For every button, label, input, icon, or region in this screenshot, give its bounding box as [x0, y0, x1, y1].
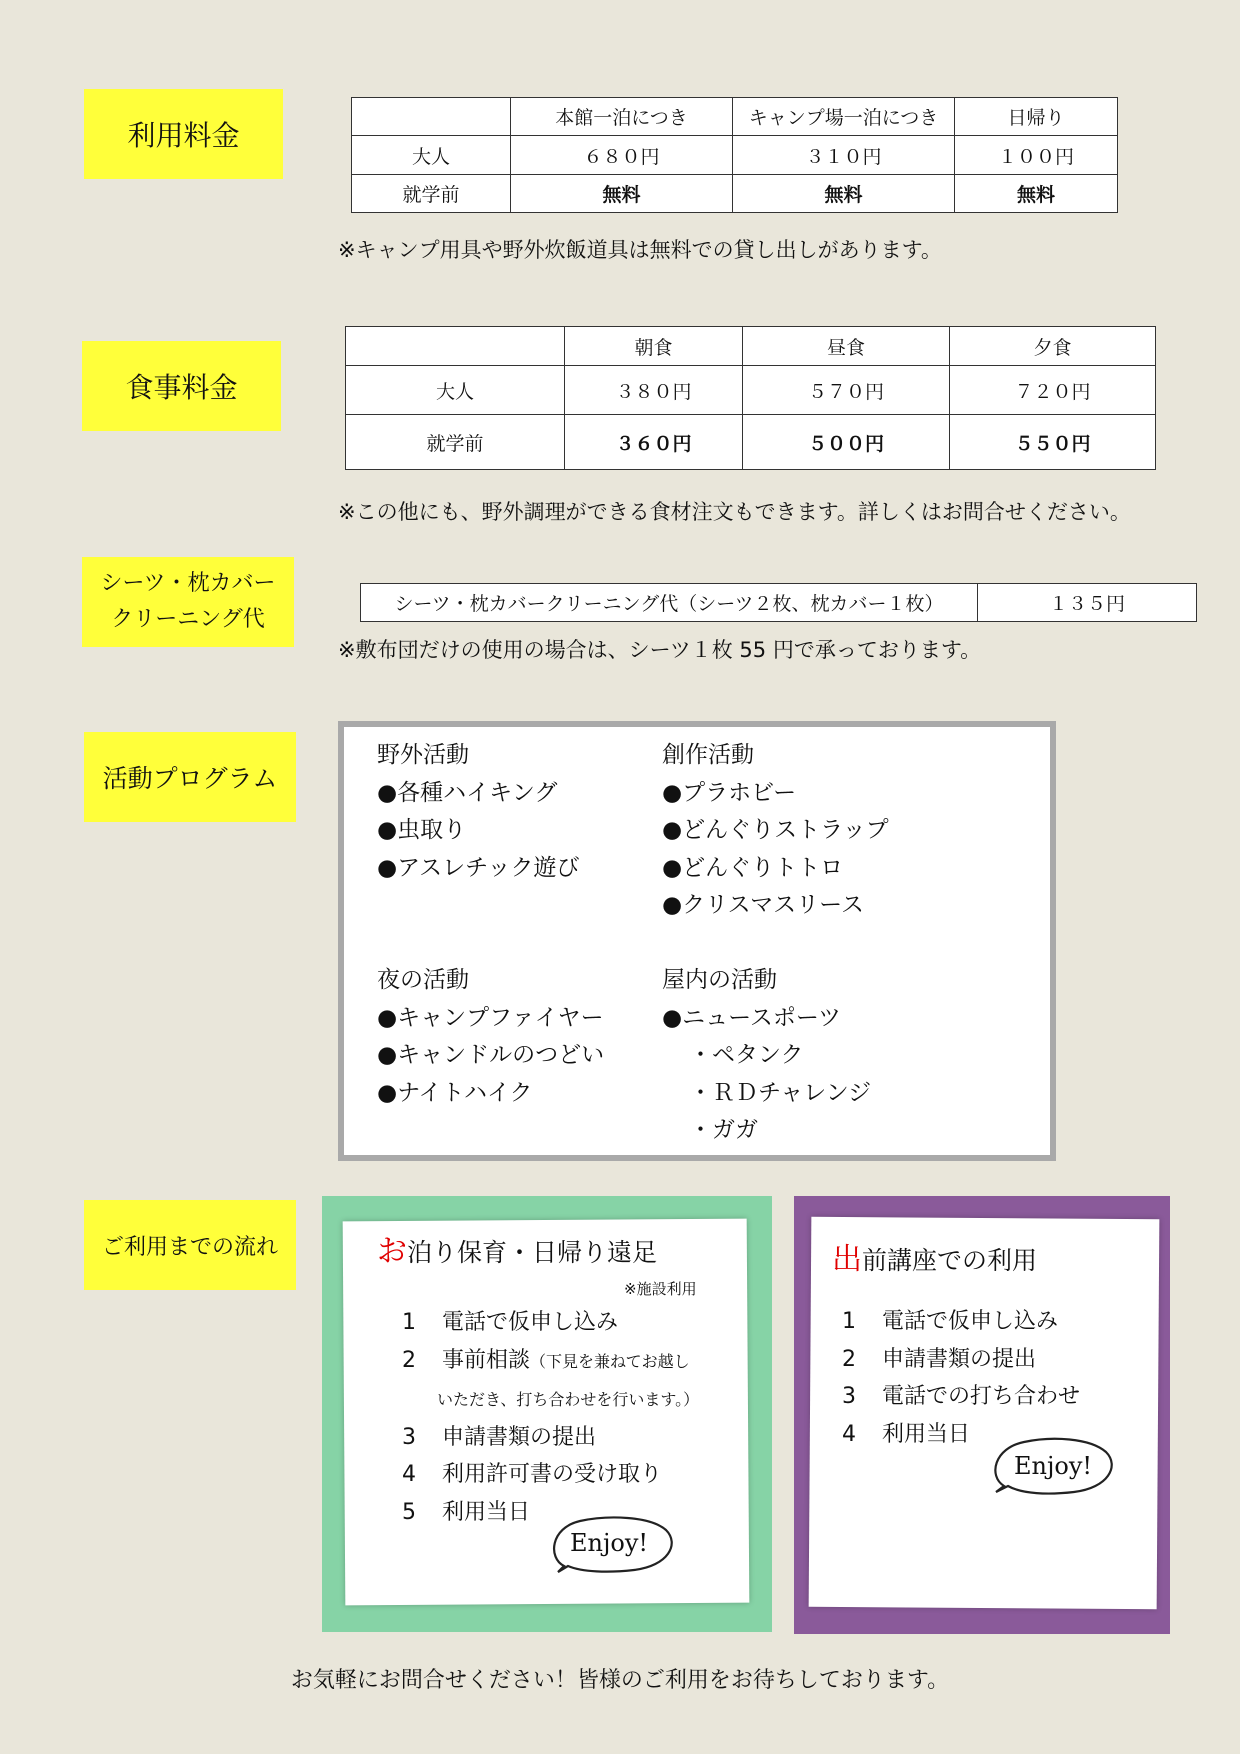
meals-row-adult	[346, 366, 1156, 415]
step-text: 電話で仮申し込み	[442, 1310, 619, 1335]
step-item	[402, 1419, 699, 1457]
fees-note: ※キャンプ用具や野外炊飯道具は無料での貸し出しがあります。	[338, 238, 942, 262]
step-number: 2	[842, 1346, 856, 1372]
fees-table	[351, 97, 1118, 213]
activity-item: ●プラホビー	[662, 779, 797, 806]
activity-item: ●ニュースポーツ	[662, 1004, 841, 1031]
night-title: 夜の活動	[377, 967, 469, 993]
program-box	[338, 721, 1056, 1161]
flow-label: ご利用までの流れ	[84, 1200, 296, 1290]
meals-header-row	[346, 327, 1156, 366]
step-text: 利用当日	[882, 1421, 971, 1447]
outdoor-activities	[377, 737, 579, 887]
step-text: 利用当日	[442, 1499, 531, 1525]
fees-header-cell	[352, 98, 511, 136]
delivery-steps	[842, 1303, 1080, 1453]
fees-header-cell: キャンプ場一泊につき	[733, 98, 955, 136]
step-number: 3	[402, 1424, 416, 1450]
creative-title: 創作活動	[662, 742, 754, 768]
enjoy-bubble	[546, 1514, 678, 1576]
step-item	[842, 1303, 1080, 1341]
meals-row-preschool	[346, 415, 1156, 470]
meals-header-cell: 朝食	[565, 327, 743, 366]
step-text: 事前相談	[442, 1347, 531, 1373]
outdoor-title: 野外活動	[377, 742, 469, 768]
activity-item: ●どんぐりトトロ	[662, 854, 844, 881]
stay-subtitle: ※施設利用	[624, 1280, 697, 1298]
fees-header-cell: 本館一泊につき	[511, 98, 733, 136]
indoor-title: 屋内の活動	[662, 967, 777, 993]
meals-label: 食事料金	[82, 341, 281, 431]
price-cell: ５７０円	[743, 366, 950, 415]
price-cell: 無料	[955, 175, 1118, 213]
price-cell: ３６０円	[565, 415, 743, 470]
price-cell: ５５０円	[950, 415, 1156, 470]
sheets-item: シーツ・枕カバークリーニング代（シーツ２枚、枕カバー１枚）	[361, 584, 978, 622]
step-text: 電話で仮申し込み	[882, 1309, 1059, 1334]
price-cell: ３１０円	[733, 136, 955, 175]
step-number: 1	[842, 1309, 856, 1334]
step-text: 利用許可書の受け取り	[442, 1462, 663, 1487]
enjoy-text: Enjoy!	[570, 1529, 649, 1557]
step-item	[842, 1378, 1080, 1416]
enjoy-bubble	[988, 1436, 1118, 1498]
stay-steps	[402, 1304, 699, 1531]
step-note: いただき、打ち合わせを行います。）	[437, 1390, 700, 1409]
activity-item: ・ＲＤチャレンジ	[689, 1079, 872, 1106]
meals-note: ※この他にも、野外調理ができる食材注文もできます。詳しくはお問合せください。	[338, 500, 1131, 524]
sheets-note: ※敷布団だけの使用の場合は、シーツ１枚 55 円で承っております。	[338, 638, 982, 662]
price-cell: ３８０円	[565, 366, 743, 415]
delivery-title-initial: 出	[832, 1242, 862, 1277]
price-cell: 無料	[511, 175, 733, 213]
meals-header-cell: 夕食	[950, 327, 1156, 366]
fees-row-adult	[352, 136, 1118, 175]
fees-header-row	[352, 98, 1118, 136]
fees-row-preschool	[352, 175, 1118, 213]
step-continuation	[402, 1380, 699, 1419]
activity-item: ・ペタンク	[689, 1042, 804, 1068]
step-number: 5	[402, 1499, 416, 1525]
step-text: 電話での打ち合わせ	[882, 1384, 1081, 1409]
meals-table	[345, 326, 1156, 470]
meals-header-cell: 昼食	[743, 327, 950, 366]
step-text: 申請書類の提出	[882, 1346, 1037, 1372]
sheets-label-line2: クリーニング代	[111, 607, 265, 632]
fees-label: 利用料金	[84, 89, 283, 179]
price-cell: 無料	[733, 175, 955, 213]
step-item	[402, 1456, 699, 1494]
program-label: 活動プログラム	[84, 732, 296, 822]
activity-item: ●クリスマスリース	[662, 892, 864, 918]
stay-flow-card	[322, 1196, 772, 1632]
stay-title-initial: お	[377, 1234, 407, 1269]
delivery-flow-card	[794, 1196, 1170, 1634]
step-item	[402, 1342, 699, 1381]
activity-item: ●どんぐりストラップ	[662, 817, 889, 843]
activity-item: ●キャンドルのつどい	[377, 1042, 605, 1068]
price-cell: ５００円	[743, 415, 950, 470]
step-text: 申請書類の提出	[442, 1424, 597, 1450]
enjoy-text: Enjoy!	[1014, 1452, 1093, 1480]
row-label: 就学前	[352, 175, 511, 213]
row-label: 就学前	[346, 415, 565, 470]
row-label: 大人	[352, 136, 511, 175]
sheets-row	[361, 584, 1197, 622]
meals-header-cell	[346, 327, 565, 366]
creative-activities	[662, 737, 889, 925]
price-cell: ６８０円	[511, 136, 733, 175]
footer-message: お気軽にお問合せください！皆様のご利用をお待ちしております。	[290, 1668, 950, 1693]
step-number: 4	[842, 1421, 856, 1447]
step-number: 3	[842, 1384, 856, 1409]
step-number: 4	[402, 1462, 416, 1487]
stay-title-rest: 泊り保育・日帰り遠足	[407, 1238, 658, 1267]
indoor-activities	[662, 962, 871, 1150]
fees-header-cell: 日帰り	[955, 98, 1118, 136]
price-cell: ７２０円	[950, 366, 1156, 415]
sheets-table	[360, 583, 1197, 622]
sheets-label-line1: シーツ・枕カバー	[100, 571, 276, 596]
activity-item: ・ガガ	[689, 1117, 758, 1143]
sheets-label	[82, 557, 294, 647]
step-item	[402, 1304, 699, 1342]
delivery-title	[832, 1234, 1037, 1278]
activity-item: ●虫取り	[377, 817, 467, 843]
activity-item: ●ナイトハイク	[377, 1079, 533, 1106]
step-number: 2	[402, 1347, 416, 1373]
row-label: 大人	[346, 366, 565, 415]
step-note: （下見を兼ねてお越し	[530, 1351, 690, 1371]
activity-item: ●キャンプファイヤー	[377, 1004, 604, 1031]
activity-item: ●各種ハイキング	[377, 779, 558, 806]
stay-title	[377, 1226, 657, 1270]
activity-item: ●アスレチック遊び	[377, 854, 580, 881]
delivery-title-rest: 前講座での利用	[862, 1246, 1038, 1275]
price-cell: １００円	[955, 136, 1118, 175]
step-number: 1	[402, 1310, 416, 1335]
sheets-price: １３５円	[978, 584, 1197, 622]
night-activities	[377, 962, 604, 1112]
step-item	[842, 1341, 1080, 1379]
